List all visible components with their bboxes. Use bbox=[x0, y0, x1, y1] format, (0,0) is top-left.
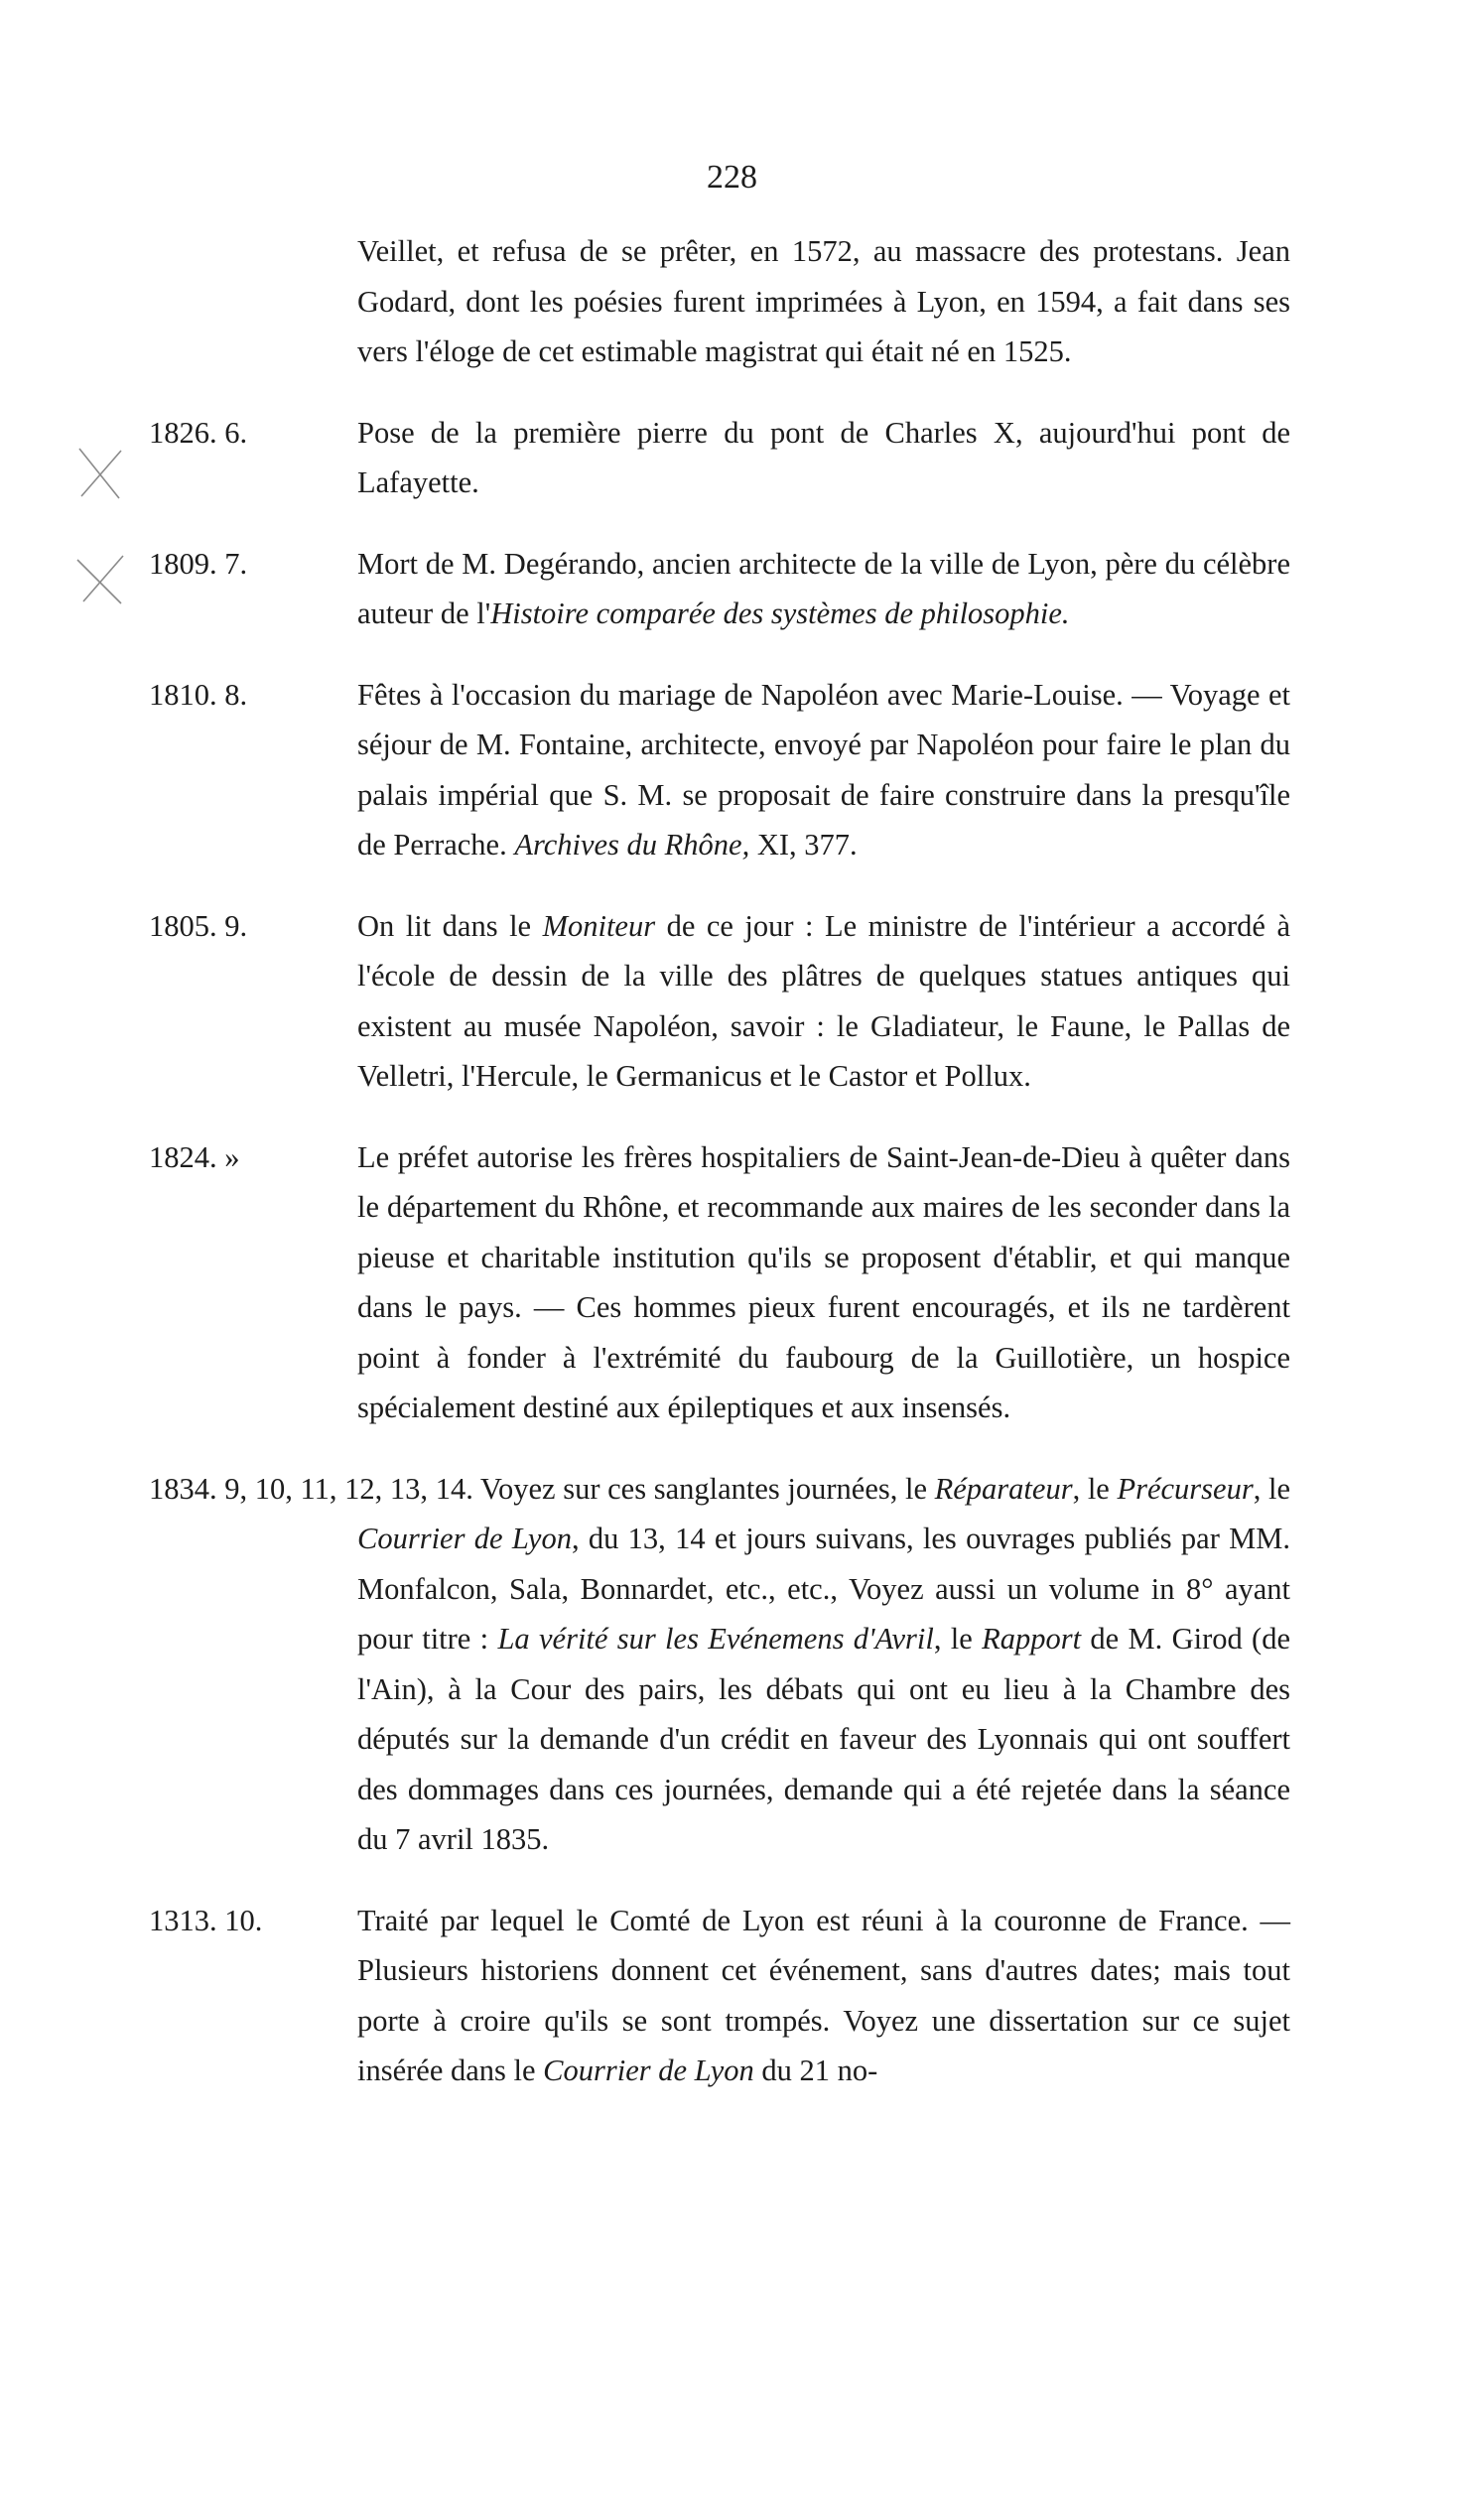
entry-1313 bbox=[149, 1896, 1290, 2096]
handwritten-cross-icon bbox=[71, 552, 129, 609]
entry-1809 bbox=[149, 539, 1290, 639]
entry-date: 1809. 7. bbox=[149, 546, 248, 581]
text-run: , le bbox=[1253, 1471, 1290, 1506]
entry-date: 1824. » bbox=[149, 1139, 240, 1174]
italic-title: Courrier de Lyon bbox=[357, 1522, 572, 1555]
text-run: Voyez sur ces sanglantes journées, le bbox=[472, 1471, 935, 1506]
text-run: On lit dans le bbox=[357, 908, 543, 943]
page-text bbox=[149, 226, 1290, 2096]
entry-text bbox=[357, 1896, 1290, 2096]
entry-text bbox=[357, 901, 1290, 1102]
page-number: 228 bbox=[707, 159, 757, 196]
entry-1805 bbox=[149, 901, 1290, 1102]
entry-date: 1805. 9. bbox=[149, 908, 248, 943]
italic-title: Rapport bbox=[982, 1622, 1082, 1656]
text-run: , du 13, 14 et jours suivans, les ouvrages publiés par MM. Monfalcon, Sala, Bonnardet, etc., etc., Voyez aussi un volume in 8° ayant pour titre : bbox=[357, 1522, 1291, 1656]
italic-title: Réparateur bbox=[934, 1471, 1073, 1506]
entry-1810 bbox=[149, 670, 1290, 870]
entry-date: 1826. 6. bbox=[149, 415, 248, 450]
entry-text: Pose de la première pierre du pont de Charles X, aujourd'hui pont de Lafayette. bbox=[357, 415, 1290, 499]
text-run: XI, 377. bbox=[749, 828, 858, 862]
text-run: , le bbox=[933, 1622, 983, 1656]
entry-1826 bbox=[149, 408, 1290, 508]
entry-date: 1313. 10. bbox=[149, 1903, 263, 1937]
continuation-paragraph: Veillet, et refusa de se prêter, en 1572, au massacre des protestans. Jean Godard, dont les poésies furent imprimées à Lyon, en 1594, a fait dans ses vers l'éloge de cet estimable magistrat qui était né en 1525. bbox=[357, 234, 1290, 368]
text-run: du 21 no- bbox=[753, 2054, 878, 2087]
italic-title: La vérité sur les Evénemens d'Avril bbox=[497, 1622, 934, 1656]
entry-text bbox=[357, 670, 1290, 870]
entry-1824 bbox=[149, 1132, 1290, 1433]
entry-text bbox=[357, 539, 1290, 639]
text-run: Traité par lequel le Comté de Lyon est réuni à la couronne de France. — Plusieurs historiens donnent cet événement, sans d'autres dates; mais tout porte à croire qu'ils se sont trompés. Voyez une dissertation sur ce sujet insérée dans le bbox=[357, 1903, 1290, 2087]
text-run: Fêtes à l'occasion du mariage de Napoléon avec Marie-Louise. — Voyage et séjour de M. Fontaine, architecte, envoyé par Napoléon pour faire le plan du palais impérial que S. M. se proposait de faire construire dans la presqu'île de Perrache. bbox=[357, 677, 1290, 862]
italic-source: Archives du Rhône, bbox=[514, 828, 750, 862]
italic-title: Histoire comparée des systèmes de philosophie. bbox=[490, 597, 1070, 630]
entry-date: 1810. 8. bbox=[149, 677, 248, 712]
text-run: de M. Girod (de l'Ain), à la Cour des pairs, les débats qui ont eu lieu à la Chambre des députés sur la demande d'un crédit en faveur des Lyonnais qui ont souffert des dommages dans ces journées, demande qui a été rejetée dans la séance du 7 avril 1835. bbox=[357, 1622, 1291, 1856]
italic-title: Moniteur bbox=[542, 908, 656, 943]
entry-date: 1834. 9, 10, 11, 12, 13, 14. bbox=[149, 1471, 473, 1506]
handwritten-cross-icon bbox=[71, 445, 129, 502]
italic-title: Précurseur bbox=[1117, 1471, 1254, 1506]
entry-text: Le préfet autorise les frères hospitaliers de Saint-Jean-de-Dieu à quêter dans le département du Rhône, et recommande aux maires de les seconder dans la pieuse et charitable institution qu'ils se proposent d'établir, et qui manque dans le pays. — Ces hommes pieux furent encouragés, et ils ne tardèrent point à fonder à l'extrémité du faubourg de la Guillotière, un hospice spécialement destiné aux épileptiques et aux insensés. bbox=[357, 1139, 1290, 1424]
entry-1834 bbox=[149, 1464, 1290, 1865]
text-run: Mort de M. Degérando, ancien architecte de la ville de Lyon, père du célèbre auteur de l' bbox=[357, 546, 1290, 630]
text-run: de ce jour : Le ministre de l'intérieur a accordé à l'école de dessin de la ville des plâtres de quelques statues antiques qui existent au musée Napoléon, savoir : le Gladiateur, le Faune, le Pallas de Velletri, l'Hercule, le Germanicus et le Castor et Pollux. bbox=[357, 908, 1290, 1093]
text-run: , le bbox=[1072, 1471, 1118, 1506]
italic-title: Courrier de Lyon bbox=[543, 2054, 754, 2087]
